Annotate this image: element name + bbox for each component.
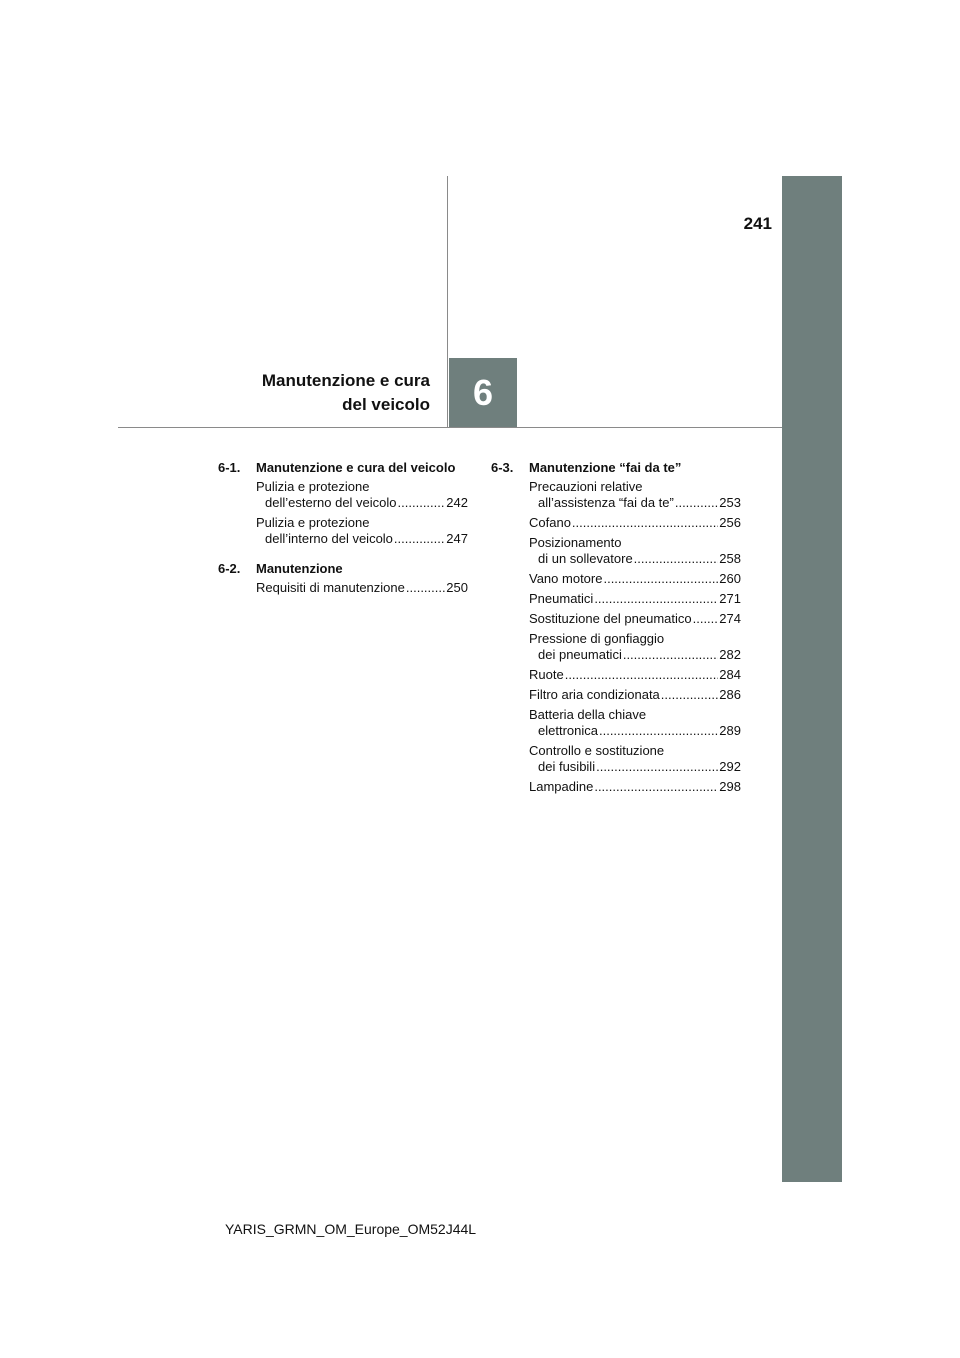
entry-title: Pneumatici xyxy=(529,591,594,606)
toc-section-6-1[interactable] xyxy=(218,460,468,476)
entry-title-line-2: all’assistenza “fai da te” xyxy=(538,495,674,510)
toc-entry[interactable] xyxy=(491,535,741,567)
entry-title: Lampadine xyxy=(529,779,594,794)
toc-entry[interactable] xyxy=(218,515,468,547)
dot-leader xyxy=(594,591,718,607)
toc-entry[interactable] xyxy=(491,687,741,703)
entry-title-line-1: Controllo e sostituzione xyxy=(529,743,665,758)
entry-title-line-2: di un sollevatore xyxy=(538,551,633,566)
toc-column-right xyxy=(491,460,741,799)
entry-title: Cofano xyxy=(529,515,571,530)
side-thumb-tab xyxy=(782,176,842,1182)
toc-entry[interactable] xyxy=(491,743,741,775)
chapter-title xyxy=(262,369,430,417)
dot-leader xyxy=(596,759,718,775)
entry-title: Vano motore xyxy=(529,571,603,586)
section-number: 6-1. xyxy=(218,460,241,475)
section-title: Manutenzione xyxy=(256,561,343,576)
entry-title-line-2: elettronica xyxy=(538,723,598,738)
dot-leader xyxy=(634,551,719,567)
section-title: Manutenzione e cura del veicolo xyxy=(256,460,456,475)
entry-page-number: 274 xyxy=(719,611,741,626)
entry-page-number: 256 xyxy=(719,515,741,530)
entry-page-number: 260 xyxy=(719,571,741,586)
dot-leader xyxy=(603,571,718,587)
dot-leader xyxy=(406,580,445,596)
entry-title-line-1: Pressione di gonfiaggio xyxy=(529,631,665,646)
chapter-title-line-2: del veicolo xyxy=(342,395,430,414)
dot-leader xyxy=(675,495,718,511)
toc-entry[interactable] xyxy=(491,591,741,607)
dot-leader xyxy=(661,687,719,703)
toc-entry[interactable] xyxy=(491,667,741,683)
dot-leader xyxy=(398,495,446,511)
entry-page-number: 289 xyxy=(719,723,741,738)
section-number: 6-2. xyxy=(218,561,241,576)
chapter-title-line-1: Manutenzione e cura xyxy=(261,371,430,390)
dot-leader xyxy=(693,611,719,627)
entry-title-line-1: Pulizia e protezione xyxy=(256,479,370,494)
entry-page-number: 286 xyxy=(719,687,741,702)
dot-leader xyxy=(594,779,718,795)
section-title: Manutenzione “fai da te” xyxy=(529,460,682,475)
entry-title: Filtro aria condizionata xyxy=(529,687,660,702)
toc-entry[interactable] xyxy=(491,571,741,587)
entry-title-line-1: Batteria della chiave xyxy=(529,707,647,722)
toc-entry[interactable] xyxy=(218,580,468,596)
toc-section-6-3[interactable] xyxy=(491,460,741,476)
entry-title-line-1: Posizionamento xyxy=(529,535,622,550)
entry-title-line-2: dei pneumatici xyxy=(538,647,622,662)
entry-title-line-2: dei fusibili xyxy=(538,759,596,774)
entry-page-number: 242 xyxy=(446,495,468,510)
entry-title: Ruote xyxy=(529,667,564,682)
entry-title-line-2: dell’interno del veicolo xyxy=(265,531,393,546)
dot-leader xyxy=(394,531,445,547)
entry-title: Sostituzione del pneumatico xyxy=(529,611,692,626)
header-vertical-rule xyxy=(447,176,448,428)
entry-title-line-1: Precauzioni relative xyxy=(529,479,643,494)
entry-page-number: 284 xyxy=(719,667,741,682)
entry-title-line-2: dell’esterno del veicolo xyxy=(265,495,397,510)
toc-entry[interactable] xyxy=(491,611,741,627)
toc-entry[interactable] xyxy=(491,631,741,663)
entry-page-number: 271 xyxy=(719,591,741,606)
toc-column-left xyxy=(218,460,468,600)
dot-leader xyxy=(565,667,719,683)
footer-document-id: YARIS_GRMN_OM_Europe_OM52J44L xyxy=(225,1221,477,1237)
page-number: 241 xyxy=(743,214,772,233)
entry-title-line-1: Pulizia e protezione xyxy=(256,515,370,530)
toc-entry[interactable] xyxy=(218,479,468,511)
entry-page-number: 292 xyxy=(719,759,741,774)
entry-page-number: 247 xyxy=(446,531,468,546)
toc-entry[interactable] xyxy=(491,479,741,511)
entry-title: Requisiti di manutenzione xyxy=(256,580,405,595)
section-number: 6-3. xyxy=(491,460,514,475)
dot-leader xyxy=(599,723,718,739)
toc-section-6-2[interactable] xyxy=(218,561,468,577)
header-horizontal-rule xyxy=(118,427,782,428)
dot-leader xyxy=(572,515,718,531)
entry-page-number: 258 xyxy=(719,551,741,566)
entry-page-number: 282 xyxy=(719,647,741,662)
entry-page-number: 250 xyxy=(446,580,468,595)
chapter-number-badge: 6 xyxy=(449,358,517,427)
toc-entry[interactable] xyxy=(491,779,741,795)
entry-page-number: 298 xyxy=(719,779,741,794)
toc-entry[interactable] xyxy=(491,515,741,531)
entry-page-number: 253 xyxy=(719,495,741,510)
toc-entry[interactable] xyxy=(491,707,741,739)
dot-leader xyxy=(623,647,718,663)
